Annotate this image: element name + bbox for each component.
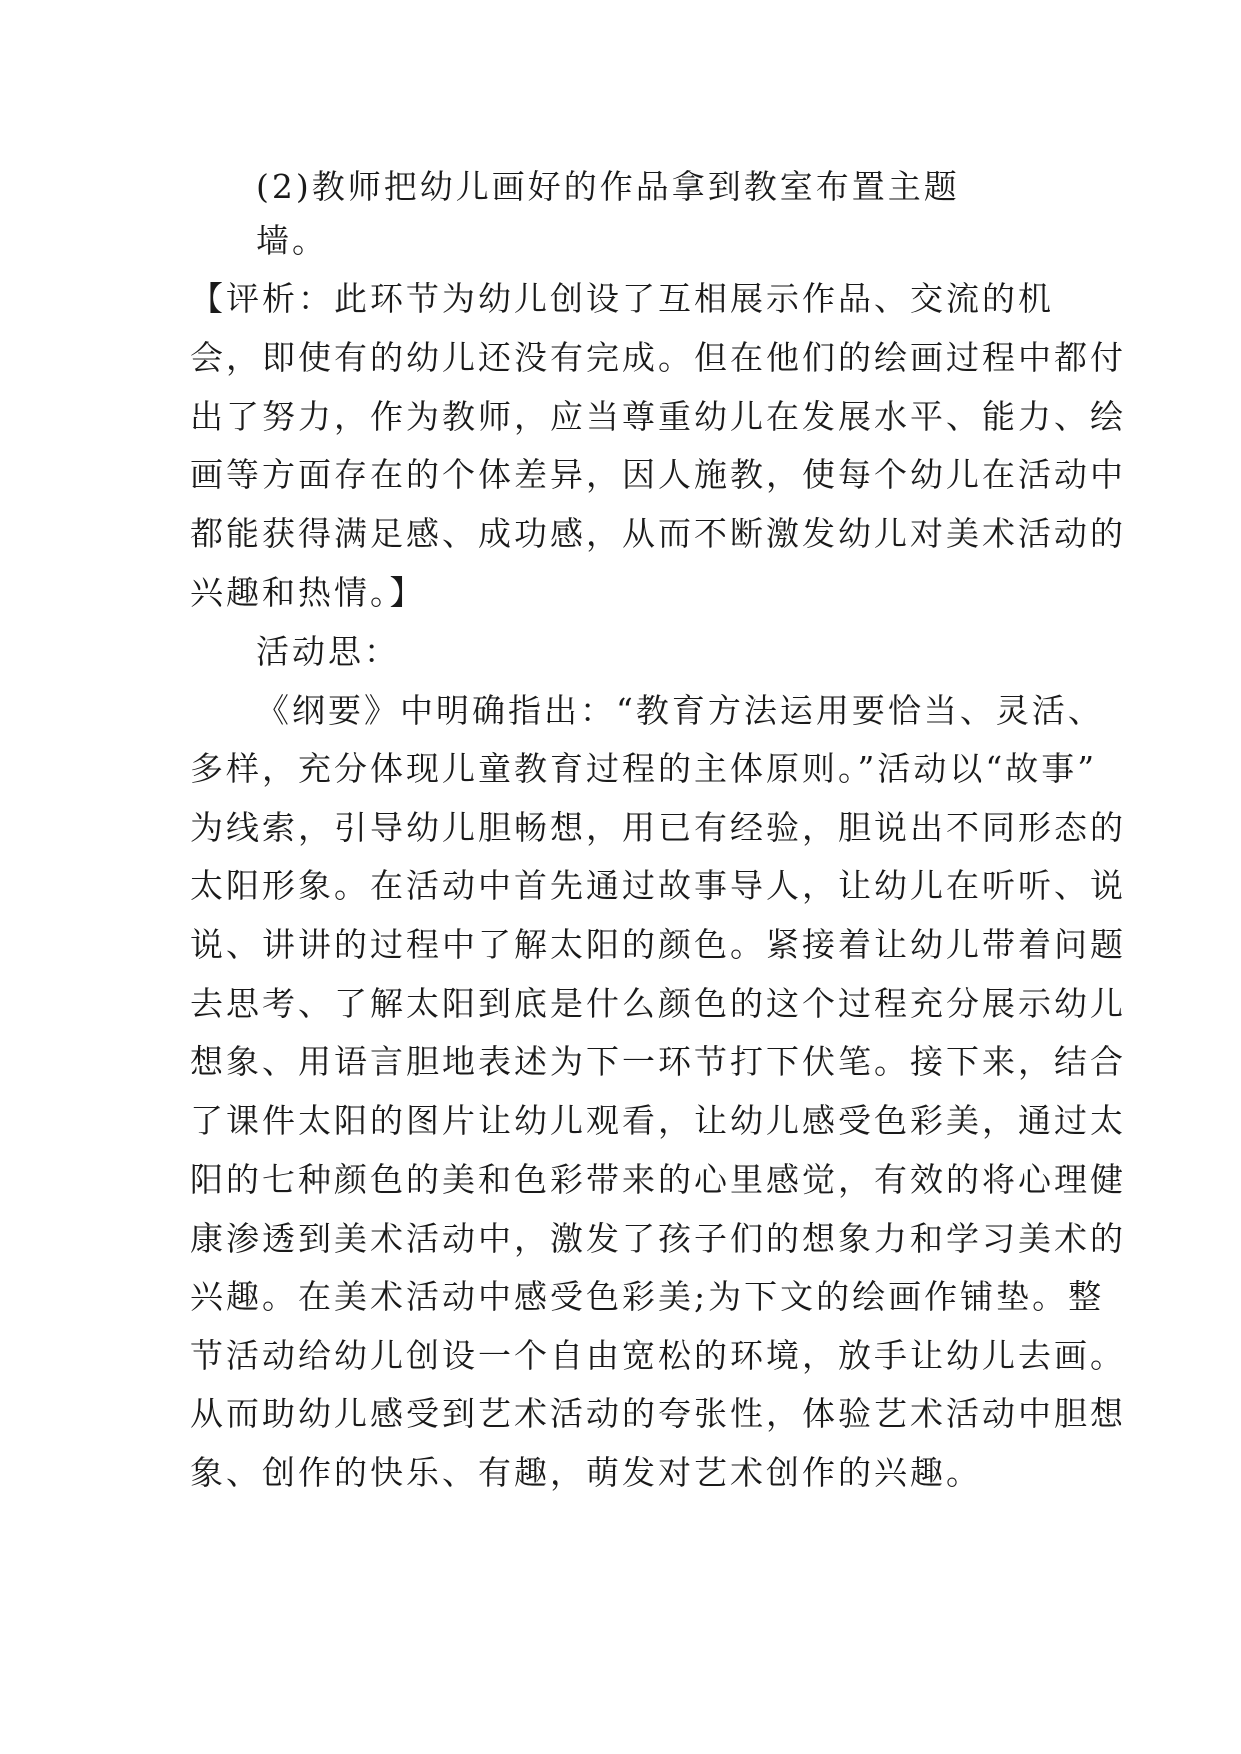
text-line: 节活动给幼儿创设一个自由宽松的环境，放手让幼儿去画。 bbox=[190, 1336, 1126, 1375]
section-heading: 活动思： bbox=[256, 632, 400, 671]
text-line: 会，即使有的幼儿还没有完成。但在他们的绘画过程中都付 bbox=[190, 338, 1126, 377]
text-line: 从而助幼儿感受到艺术活动的夸张性，体验艺术活动中胆想 bbox=[190, 1394, 1126, 1433]
text-line: 《纲要》中明确指出：“教育方法运用要恰当、灵活、 bbox=[256, 691, 1104, 730]
text-line: 想象、用语言胆地表述为下一环节打下伏笔。接下来，结合 bbox=[190, 1042, 1126, 1081]
text-line: 【评析：此环节为幼儿创设了互相展示作品、交流的机 bbox=[190, 279, 1054, 318]
text-line: 阳的七种颜色的美和色彩带来的心里感觉，有效的将心理健 bbox=[190, 1160, 1126, 1199]
text-line: 都能获得满足感、成功感，从而不断激发幼儿对美术活动的 bbox=[190, 514, 1126, 553]
text-line: 兴趣和热情。】 bbox=[190, 573, 426, 612]
text-line: 说、讲讲的过程中了解太阳的颜色。紧接着让幼儿带着问题 bbox=[190, 925, 1126, 964]
text-line: 兴趣。在美术活动中感受色彩美;为下文的绘画作铺垫。整 bbox=[190, 1277, 1105, 1316]
text-line: 墙。 bbox=[256, 221, 328, 260]
text-line: 去思考、了解太阳到底是什么颜色的这个过程充分展示幼儿 bbox=[190, 984, 1126, 1023]
text-line: 多样，充分体现儿童教育过程的主体原则。”活动以“故事” bbox=[190, 749, 1098, 788]
text-line: 出了努力，作为教师，应当尊重幼儿在发展水平、能力、绘 bbox=[190, 397, 1126, 436]
text-line: 画等方面存在的个体差异，因人施教，使每个幼儿在活动中 bbox=[190, 455, 1126, 494]
text-line: 为线索，引导幼儿胆畅想，用已有经验，胆说出不同形态的 bbox=[190, 808, 1126, 847]
text-line: 了课件太阳的图片让幼儿观看，让幼儿感受色彩美，通过太 bbox=[190, 1101, 1126, 1140]
text-line: 康渗透到美术活动中，激发了孩子们的想象力和学习美术的 bbox=[190, 1219, 1126, 1258]
text-line: (2)教师把幼儿画好的作品拿到教室布置主题 bbox=[256, 167, 960, 206]
text-line: 象、创作的快乐、有趣，萌发对艺术创作的兴趣。 bbox=[190, 1453, 982, 1492]
text-line: 太阳形象。在活动中首先通过故事导人，让幼儿在听听、说 bbox=[190, 866, 1126, 905]
